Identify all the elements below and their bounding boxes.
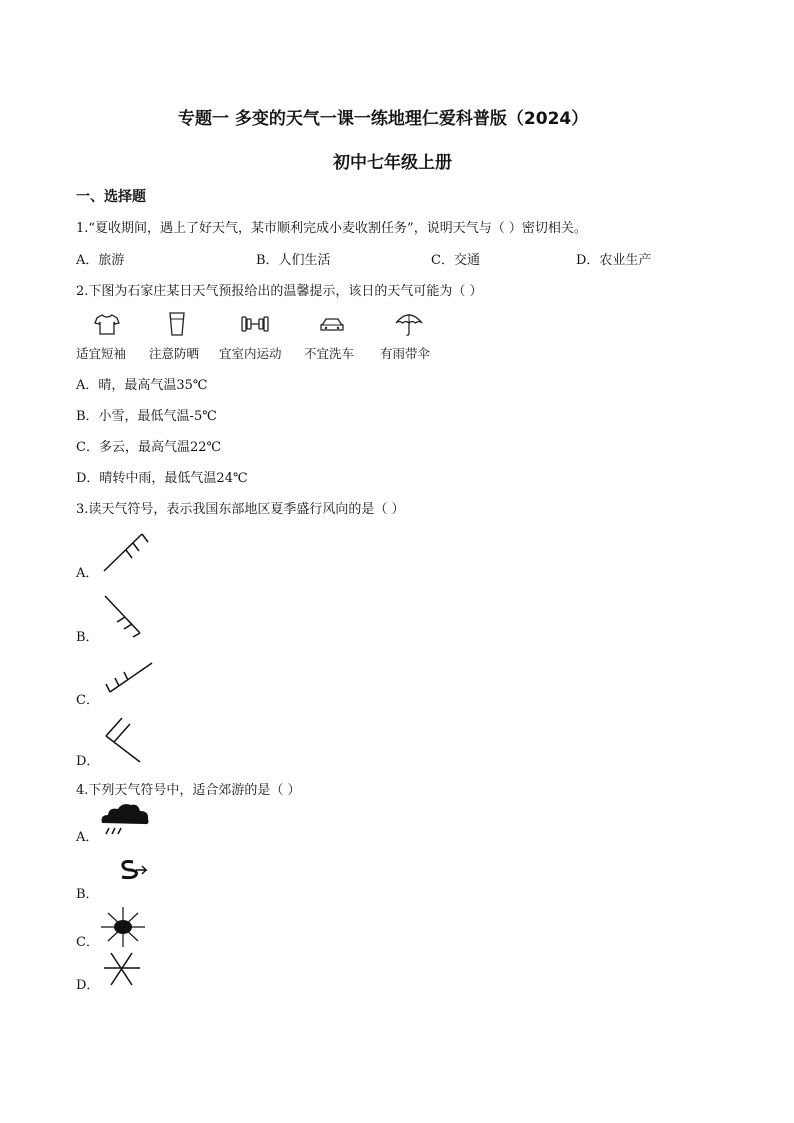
tip-label-sun-protection: 注意防晒 — [149, 346, 200, 361]
tshirt-icon — [94, 313, 120, 335]
q3-option-b[interactable]: B． — [76, 630, 99, 645]
q2-option-b[interactable]: B．小雪，最低气温-5℃ — [76, 409, 217, 424]
tip-label-indoor-sport: 宜室内运动 — [219, 346, 282, 361]
wind-symbol-a-icon — [100, 528, 152, 574]
cloud-rain-icon — [100, 801, 152, 839]
tip-label-short-sleeve: 适宜短袖 — [76, 346, 127, 361]
q4-option-c[interactable]: C． — [76, 935, 99, 950]
question-3-stem: 3.读天气符号，表示我国东部地区夏季盛行风向的是（ ） — [76, 502, 405, 517]
tip-label-umbrella: 有雨带伞 — [380, 346, 431, 361]
sandstorm-icon — [116, 859, 150, 881]
q3-option-a[interactable]: A． — [76, 566, 99, 581]
q2-option-c[interactable]: C．多云，最高气温22℃ — [76, 440, 222, 455]
snow-icon — [102, 951, 142, 987]
dumbbell-icon — [241, 314, 269, 334]
q3-option-c[interactable]: C． — [76, 693, 99, 708]
q1-option-c[interactable]: C．交通 — [431, 253, 480, 268]
q2-option-a[interactable]: A．晴，最高气温35℃ — [76, 378, 208, 393]
question-4-stem: 4.下列天气符号中，适合郊游的是（ ） — [76, 783, 301, 798]
q1-option-d[interactable]: D．农业生产 — [576, 253, 652, 268]
q1-option-a[interactable]: A．旅游 — [76, 253, 125, 268]
q4-option-d[interactable]: D． — [76, 978, 100, 993]
tip-label-no-car-wash: 不宜洗车 — [304, 346, 355, 361]
wind-symbol-c-icon — [104, 658, 156, 698]
wind-symbol-b-icon — [100, 592, 146, 638]
sunscreen-icon — [168, 311, 186, 337]
doc-subtitle: 初中七年级上册 — [333, 153, 452, 173]
q4-option-a[interactable]: A． — [76, 830, 99, 845]
section-heading: 一、选择题 — [76, 189, 146, 205]
car-icon — [319, 316, 345, 334]
q2-option-d[interactable]: D．晴转中雨，最低气温24℃ — [76, 471, 248, 486]
question-1-stem: 1.“夏收期间，遇上了好天气，某市顺利完成小麦收割任务”，说明天气与（ ）密切相关。 — [76, 221, 587, 236]
doc-title: 专题一 多变的天气一课一练地理仁爱科普版（2024） — [178, 109, 589, 129]
q3-option-d[interactable]: D． — [76, 754, 100, 769]
umbrella-icon — [395, 311, 423, 337]
question-2-stem: 2.下图为石家庄某日天气预报给出的温馨提示，该日的天气可能为（ ） — [76, 284, 483, 299]
sunny-icon — [100, 906, 146, 948]
q1-option-b[interactable]: B．人们生活 — [256, 253, 331, 268]
wind-symbol-d-icon — [102, 716, 148, 764]
q4-option-b[interactable]: B． — [76, 887, 99, 902]
